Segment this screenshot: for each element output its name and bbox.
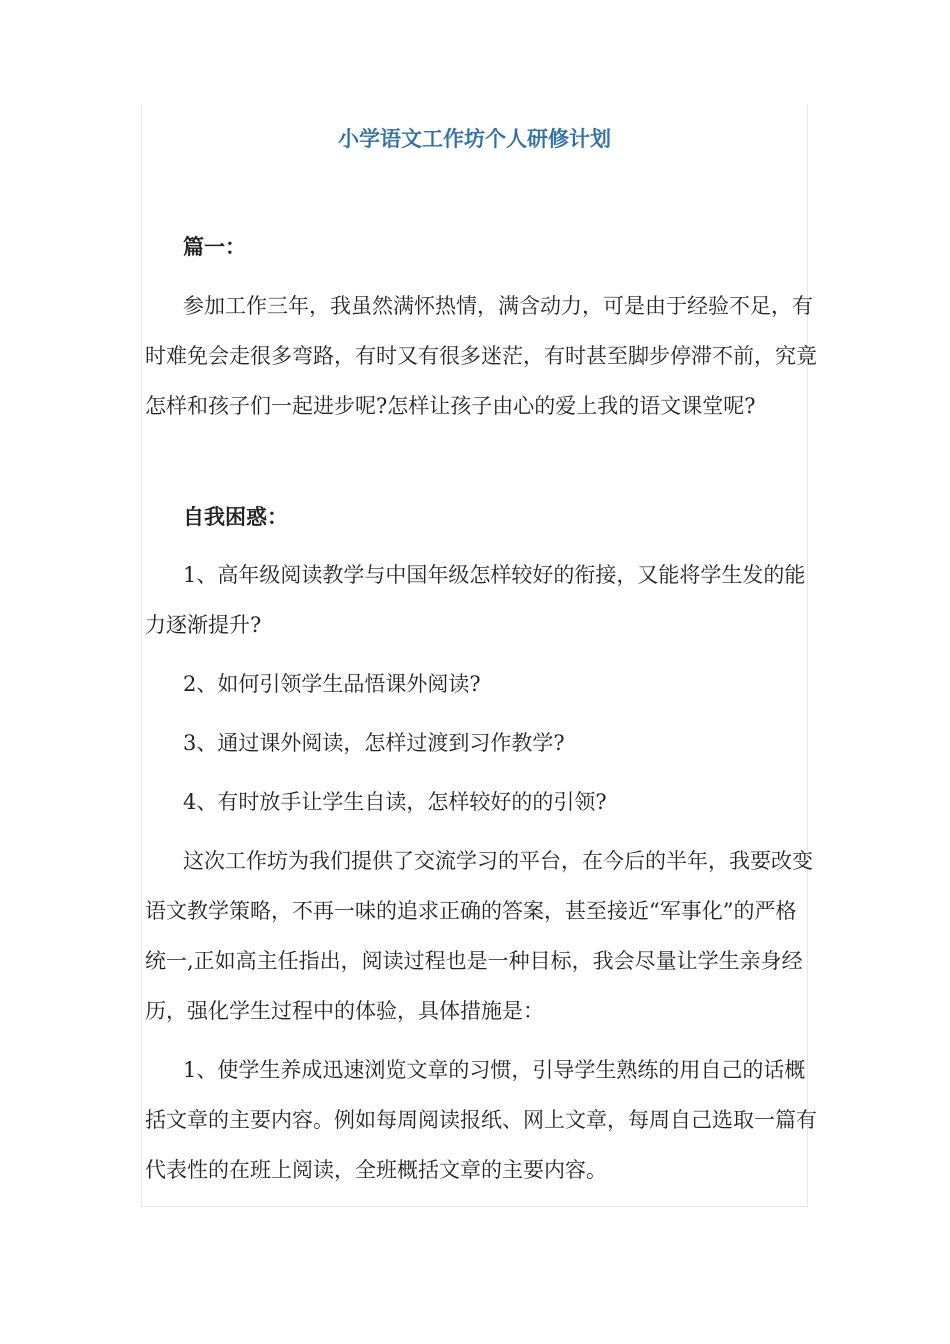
intro-paragraph: 参加工作三年，我虽然满怀热情，满含动力，可是由于经验不足，有时难免会走很多弯路，有时又有很多迷茫，有时甚至脚步停滞不前，究竟怎样和孩子们一起进步呢?怎样让孩子由心的爱上我的语文课堂呢? (145, 294, 817, 418)
document-title: 小学语文工作坊个人研修计划 (338, 126, 611, 151)
plan-paragraph: 这次工作坊为我们提供了交流学习的平台，在今后的半年，我要改变语文教学策略，不再一味的追求正确的答案，甚至接近“军事化”的严格统一,正如高主任指出，阅读过程也是一种目标，我会尽量让学生亲身经历，强化学生过程中的体验，具体措施是： (145, 849, 813, 1023)
section-heading-confusions: 自我困惑： (183, 504, 288, 529)
confusion-item-4: 4、有时放手让学生自读，怎样较好的的引领? (183, 790, 607, 814)
confusion-item-1: 1、高年级阅读教学与中国年级怎样较好的衔接，又能将学生发的能力逐渐提升? (145, 563, 806, 637)
confusion-item-3: 3、通过课外阅读，怎样过渡到习作教学? (183, 731, 565, 755)
confusion-item-2: 2、如何引领学生品悟课外阅读? (183, 672, 481, 696)
measure-item-1: 1、使学生养成迅速浏览文章的习惯，引导学生熟练的用自己的话概括文章的主要内容。例如每周阅读报纸、网上文章，每周自己选取一篇有代表性的在班上阅读，全班概括文章的主要内容。 (145, 1058, 817, 1182)
section-heading-part-one: 篇一： (183, 234, 246, 259)
